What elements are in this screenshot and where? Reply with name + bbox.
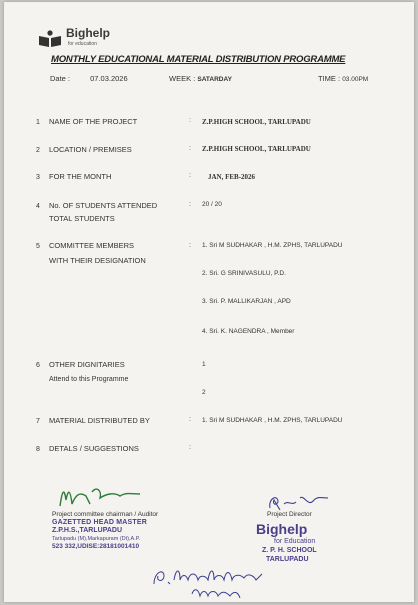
week-label: WEEK :	[169, 74, 196, 83]
item-label: LOCATION / PREMISES	[49, 145, 132, 154]
hm-stamp-line: 523 332,UDISE:28181001410	[52, 543, 140, 550]
item-label-secondary: Attend to this Programme	[49, 376, 129, 383]
school-stamp-line: Z. P. H. SCHOOL	[262, 547, 317, 554]
distributed-by-value: 1. Sri M SUDHAKAR , H.M. ZPHS, TARLUPADU	[202, 417, 343, 424]
item-number: 8	[36, 446, 40, 453]
separator: :	[189, 145, 191, 152]
dignitary-entry: 1	[202, 361, 206, 368]
logo-name: Bighelp	[66, 26, 110, 40]
time-value: 03.00PM	[342, 76, 369, 83]
item-number: 5	[36, 243, 40, 250]
item-number: 3	[36, 174, 40, 181]
chairman-label: Project committee chairman / Auditor	[52, 511, 159, 518]
chairman-signature	[56, 482, 156, 512]
school-stamp-line: TARLUPADU	[266, 556, 309, 563]
document-title: MONTHLY EDUCATIONAL MATERIAL DISTRIBUTION PROGRAMME	[51, 54, 346, 65]
separator: :	[189, 172, 191, 179]
dignitary-entry: 2	[202, 389, 206, 396]
item-label: COMMITTEE MEMBERS	[49, 241, 135, 250]
item-number: 6	[36, 362, 40, 369]
committee-member: 3. Sri. P. MALLIKARJAN , APD	[202, 298, 291, 305]
item-number: 1	[36, 119, 40, 126]
separator: :	[189, 242, 191, 249]
project-name-value: Z.P.HIGH SCHOOL, TARLUPADU	[202, 118, 311, 126]
hm-stamp-line: GAZETTED HEAD MASTER	[52, 519, 147, 526]
item-label: FOR THE MONTH	[49, 172, 112, 181]
date-value: 07.03.2026	[90, 74, 128, 83]
item-label-secondary: TOTAL STUDENTS	[49, 214, 115, 223]
week-value: SATARDAY	[197, 76, 232, 83]
director-label: Project Director	[267, 511, 312, 518]
hm-stamp-line: Tarlupadu (M),Markapuram (Dt),A.P.	[52, 536, 141, 542]
separator: :	[189, 416, 191, 423]
item-label-secondary: WITH THEIR DESIGNATION	[49, 256, 146, 265]
item-label: NAME OF THE PROJECT	[49, 117, 138, 126]
month-value: JAN, FEB-2026	[208, 173, 256, 181]
students-value: 20 / 20	[202, 201, 222, 208]
location-value: Z.P.HIGH SCHOOL, TARLUPADU	[202, 145, 311, 153]
week-field	[169, 74, 232, 83]
item-label: MATERIAL DISTRIBUTED BY	[49, 416, 150, 425]
date-field	[50, 74, 128, 83]
item-number: 2	[36, 147, 40, 154]
time-field	[318, 74, 368, 83]
separator: :	[189, 201, 191, 208]
item-number: 7	[36, 418, 40, 425]
item-label: OTHER DIGNITARIES	[49, 360, 125, 369]
handwritten-signature	[150, 562, 280, 602]
hm-stamp-line: Z.P.H.S.,TARLUPADU	[52, 527, 123, 534]
item-label: DETALS / SUGGESTIONS	[49, 444, 139, 453]
book-person-icon	[38, 30, 62, 48]
school-stamp-line: for Education	[274, 538, 316, 545]
committee-member: 4. Sri. K. NAGENDRA , Member	[202, 328, 295, 335]
item-number: 4	[36, 203, 40, 210]
logo-subtitle: for education	[68, 41, 97, 47]
committee-member: 2. Sri. G SRINIVASULU, P.D.	[202, 270, 286, 277]
school-stamp-line: Bighelp	[256, 521, 308, 537]
document-page	[4, 2, 414, 602]
time-label: TIME :	[318, 74, 341, 83]
separator: :	[189, 444, 191, 451]
committee-member: 1. Sri M SUDHAKAR , H.M. ZPHS, TARLUPADU	[202, 242, 343, 249]
separator: :	[189, 117, 191, 124]
date-label: Date :	[50, 74, 71, 83]
item-label: No. OF STUDENTS ATTENDED	[49, 201, 158, 210]
